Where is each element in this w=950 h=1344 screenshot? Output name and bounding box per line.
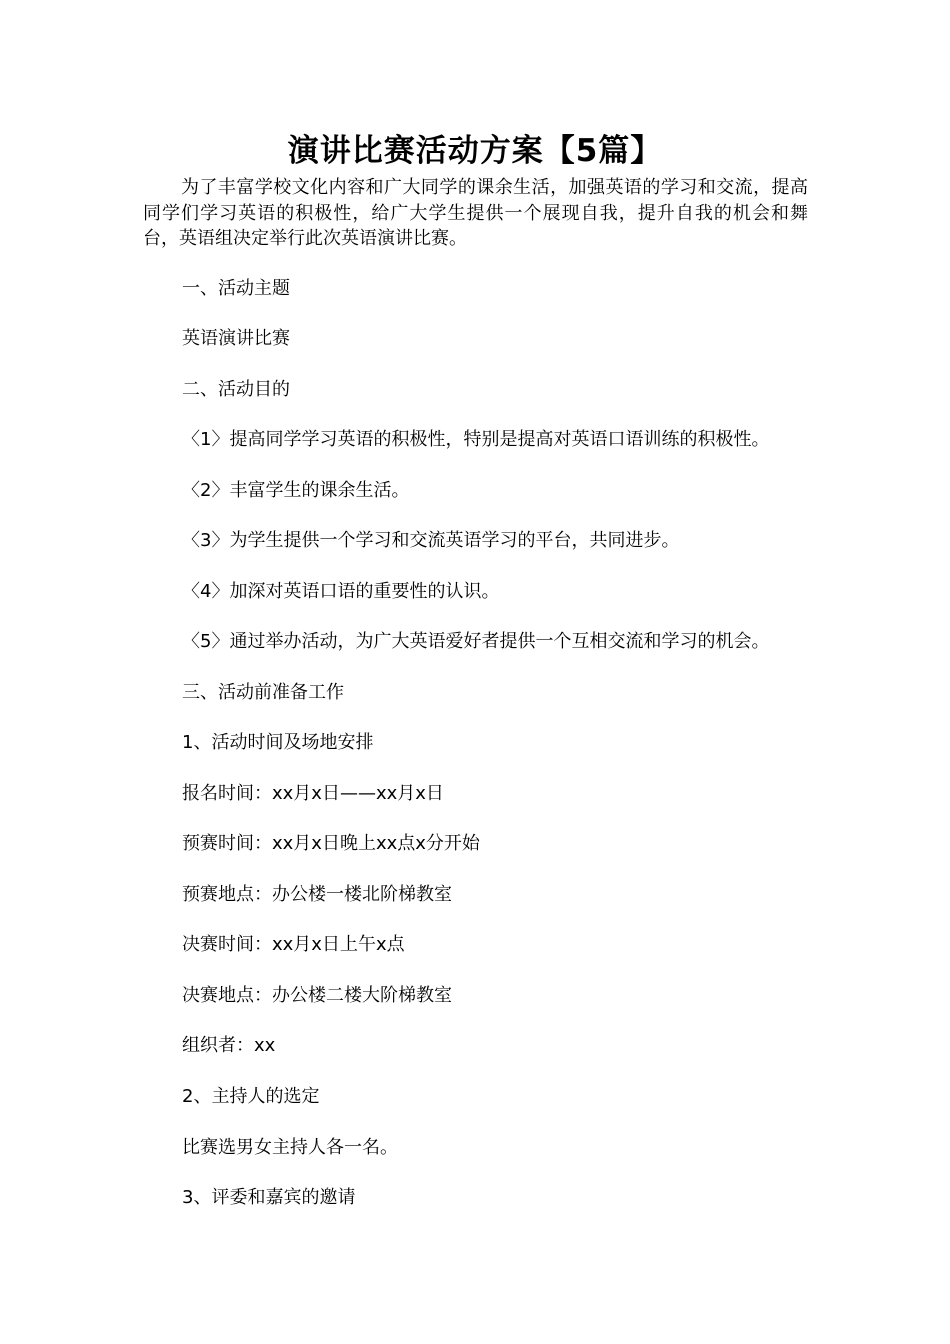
section-heading-theme: 一、活动主题 bbox=[182, 278, 290, 299]
section-heading-preparation: 三、活动前准备工作 bbox=[182, 682, 344, 703]
prelim-time: 预赛时间：xx月x日晚上xx点x分开始 bbox=[182, 833, 480, 854]
purpose-item-5: 〈5〉通过举办活动，为广大英语爱好者提供一个互相交流和学习的机会。 bbox=[182, 631, 770, 652]
subheading-host: 2、主持人的选定 bbox=[182, 1086, 320, 1107]
final-venue: 决赛地点：办公楼二楼大阶梯教室 bbox=[182, 985, 452, 1006]
prelim-venue: 预赛地点：办公楼一楼北阶梯教室 bbox=[182, 884, 452, 905]
section-heading-purpose: 二、活动目的 bbox=[182, 379, 290, 400]
subheading-judges: 3、评委和嘉宾的邀请 bbox=[182, 1187, 356, 1208]
subheading-time-venue: 1、活动时间及场地安排 bbox=[182, 732, 374, 753]
intro-paragraph: 为了丰富学校文化内容和广大同学的课余生活，加强英语的学习和交流，提高同学们学习英语的积极性，给广大学生提供一个展现自我，提升自我的机会和舞台，英语组决定举行此次英语演讲比赛。 bbox=[143, 177, 808, 249]
host-paragraph: 比赛选男女主持人各一名。 bbox=[182, 1137, 398, 1158]
final-time: 决赛时间：xx月x日上午x点 bbox=[182, 934, 405, 955]
purpose-item-2: 〈2〉丰富学生的课余生活。 bbox=[182, 480, 410, 501]
signup-time: 报名时间：xx月x日——xx月x日 bbox=[182, 783, 444, 804]
purpose-item-4: 〈4〉加深对英语口语的重要性的认识。 bbox=[182, 581, 500, 602]
paragraph-theme: 英语演讲比赛 bbox=[182, 328, 290, 349]
purpose-item-3: 〈3〉为学生提供一个学习和交流英语学习的平台，共同进步。 bbox=[182, 530, 680, 551]
purpose-item-1: 〈1〉提高同学学习英语的积极性，特别是提高对英语口语训练的积极性。 bbox=[182, 429, 770, 450]
document-title: 演讲比赛活动方案【5篇】 bbox=[287, 133, 663, 169]
organizer: 组织者：xx bbox=[182, 1035, 276, 1056]
